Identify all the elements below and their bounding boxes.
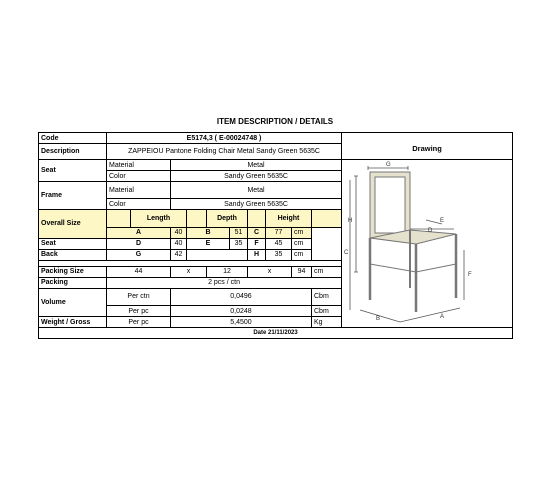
dim-f-value: 45 (266, 238, 292, 249)
dim-g-value: 42 (171, 249, 187, 260)
seat-material-label: Material (107, 160, 171, 171)
dim-label-g: G (386, 162, 391, 168)
packing-size-x2: x (248, 266, 292, 277)
packing-value: 2 pcs / ctn (107, 277, 342, 288)
document-title: ITEM DESCRIPTION / DETAILS (216, 117, 334, 126)
dim-label-f: F (468, 272, 472, 278)
seat-label: Seat (39, 160, 107, 182)
dim-g: G (107, 249, 171, 260)
volume-per-ctn-unit: Cbm (312, 288, 342, 305)
dim-label-c: C (344, 250, 349, 256)
packing-size-v3: 94 (292, 266, 312, 277)
packing-size-v2: 12 (207, 266, 248, 277)
dim-e-value: 35 (230, 238, 248, 249)
chair-drawing-cell (342, 160, 513, 328)
packing-size-label: Packing Size (39, 266, 107, 277)
frame-color-label: Color (107, 199, 171, 210)
weight-value: 5,4500 (171, 317, 312, 328)
height-header: Height (266, 210, 312, 227)
spec-table (38, 132, 513, 339)
drawing-header-cell (342, 133, 513, 160)
dim-a: A (107, 227, 171, 238)
chair-rail (370, 264, 456, 272)
weight-per-pc-label: Per pc (107, 317, 171, 328)
dim-label-h: H (348, 218, 353, 224)
seat-dims-unit: cm (292, 238, 312, 249)
dim-line-ab (360, 308, 460, 322)
volume-per-pc-label: Per pc (107, 306, 171, 317)
packing-size-x1: x (171, 266, 207, 277)
dim-line-h (354, 176, 358, 272)
packing-size-v1: 44 (107, 266, 171, 277)
seat-material-value: Metal (171, 160, 342, 171)
overall-size-label: Overall Size (39, 210, 107, 238)
dim-h: H (248, 249, 266, 260)
description-label: Description (39, 144, 107, 160)
volume-label: Volume (39, 288, 107, 316)
description-value: ZAPPEIOU Pantone Folding Chair Metal Sandy Green 5635C (107, 144, 342, 160)
code-value: E5174,3 ( E-00024748 ) (107, 133, 342, 144)
frame-material-value: Metal (171, 182, 342, 199)
volume-per-ctn-value: 0,0496 (171, 288, 312, 305)
code-label: Code (39, 133, 107, 144)
dim-c: C (248, 227, 266, 238)
weight-unit: Kg (312, 317, 342, 328)
dim-b-value: 51 (230, 227, 248, 238)
dim-d: D (107, 238, 171, 249)
dim-label-a: A (440, 314, 445, 320)
packing-label: Packing (39, 277, 107, 288)
frame-material-label: Material (107, 182, 171, 199)
drawing-label: Drawing (412, 144, 442, 153)
dim-e: E (187, 238, 230, 249)
volume-per-ctn-label: Per ctn (107, 288, 171, 305)
packing-size-unit: cm (312, 266, 342, 277)
dim-c-value: 77 (266, 227, 292, 238)
seat-dims-label: Seat (39, 238, 107, 249)
dim-d-value: 40 (171, 238, 187, 249)
dim-h-value: 35 (266, 249, 292, 260)
dim-label-e: E (440, 218, 445, 224)
back-dims-label: Back (39, 249, 107, 260)
frame-color-value: Sandy Green 5635C (171, 199, 342, 210)
date-footer: Date 21/11/2023 (39, 328, 513, 339)
overall-unit: cm (292, 227, 312, 238)
back-dims-unit: cm (292, 249, 312, 260)
frame-label: Frame (39, 182, 107, 210)
weight-label: Weight / Gross (39, 317, 107, 328)
dim-b: B (187, 227, 230, 238)
seat-color-value: Sandy Green 5635C (171, 171, 342, 182)
dim-label-b: B (376, 316, 381, 322)
depth-header: Depth (207, 210, 248, 227)
chair-drawing (342, 160, 513, 324)
seat-color-label: Color (107, 171, 171, 182)
dim-a-value: 40 (171, 227, 187, 238)
chair-back-inner (375, 177, 405, 233)
volume-per-pc-value: 0,0248 (171, 306, 312, 317)
dim-f: F (248, 238, 266, 249)
length-header: Length (131, 210, 187, 227)
volume-per-pc-unit: Cbm (312, 306, 342, 317)
dim-label-d: D (428, 228, 433, 234)
